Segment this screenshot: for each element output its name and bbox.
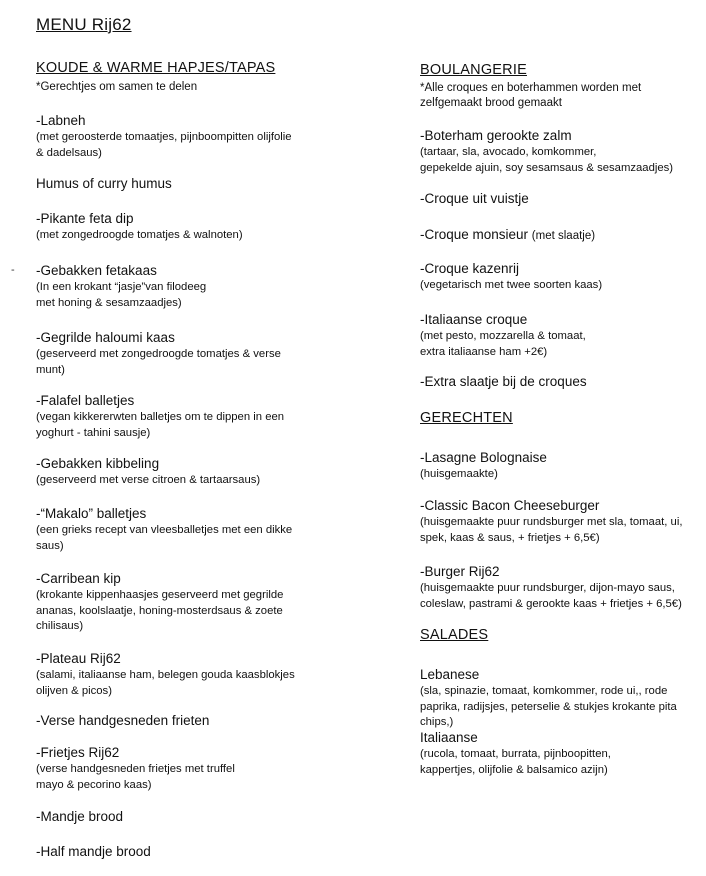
item-name: -Gebakken kibbeling [36, 456, 160, 471]
menu-item [36, 843, 151, 860]
item-name: -Croque kazenrij [420, 261, 520, 276]
menu-item [36, 744, 235, 793]
menu-item [420, 563, 682, 612]
menu-item [420, 127, 673, 176]
item-name: Lebanese [420, 667, 480, 682]
item-name: -Labneh [36, 113, 86, 128]
item-description: (In een krokant “jasje”van filodeeg met honing & sesamzaadjes) [36, 281, 207, 309]
menu-item [420, 729, 611, 778]
item-name: -Croque uit vuistje [420, 191, 529, 206]
item-description: (rucola, tomaat, burrata, pijnboopitten, kappertjes, olijfolie & balsamico azijn) [420, 748, 611, 776]
menu-item [36, 210, 243, 244]
item-name-text: -Croque monsieur [420, 227, 532, 242]
item-description: (geserveerd met zongedroogde tomatjes & verse munt) [36, 348, 281, 376]
item-description: (tartaar, sla, avocado, komkommer, gepekelde ajuin, soy sesamsaus & sesamzaadjes) [420, 146, 674, 174]
section-heading-salades: SALADES [420, 627, 489, 643]
item-name: -Boterham gerookte zalm [420, 128, 572, 143]
menu-item [36, 570, 283, 635]
menu-item [36, 392, 284, 441]
menu-item [36, 712, 209, 729]
item-description: (huisgemaakte puur rundsburger met sla, tomaat, ui, spek, kaas & saus, + frietjes + 6,5€) [420, 516, 683, 544]
menu-item [420, 226, 595, 245]
menu-item [420, 666, 677, 731]
section-heading-boulangerie: BOULANGERIE [420, 62, 527, 78]
item-name: -Classic Bacon Cheeseburger [420, 498, 600, 513]
item-name: -Carribean kip [36, 571, 121, 586]
item-description: (sla, spinazie, tomaat, komkommer, rode ui,, rode paprika, radijsjes, peterselie & stukjes krokante pita chips,) [420, 685, 677, 728]
menu-item [36, 262, 206, 311]
item-name: -Pikante feta dip [36, 211, 134, 226]
section-note-boulangerie: *Alle croques en boterhammen worden met zelfgemaakt brood gemaakt [420, 82, 642, 109]
menu-item [36, 455, 260, 489]
item-name: -“Makalo” balletjes [36, 506, 147, 521]
item-description: (geserveerd met verse citroen & tartaarsaus) [36, 474, 261, 486]
item-description: (verse handgesneden frietjes met truffel mayo & pecorino kaas) [36, 763, 235, 791]
section-heading-gerechten: GERECHTEN [420, 410, 513, 426]
item-description: (krokante kippenhaasjes geserveerd met gegrilde ananas, koolslaatje, honing-mosterdsaus & zoete chilisaus) [36, 589, 284, 632]
item-description: (met pesto, mozzarella & tomaat, extra italiaanse ham +2€) [420, 330, 586, 358]
item-name: -Extra slaatje bij de croques [420, 374, 587, 389]
item-description: (salami, italiaanse ham, belegen gouda kaasblokjes olijven & picos) [36, 669, 295, 697]
item-description: (een grieks recept van vleesballetjes met een dikke saus) [36, 524, 293, 552]
item-description: (vegan kikkererwten balletjes om te dippen in een yoghurt - tahini sausje) [36, 411, 285, 439]
item-name: -Mandje brood [36, 809, 124, 824]
menu-item [420, 260, 602, 294]
menu-item [420, 497, 682, 546]
menu-item [36, 112, 292, 161]
menu-item [420, 311, 586, 360]
item-name: -Lasagne Bolognaise [420, 450, 547, 465]
menu-item [36, 505, 292, 554]
section-note-tapas: *Gerechtjes om samen te delen [36, 81, 198, 93]
item-inline-note: (met slaatje) [531, 230, 596, 242]
item-name: -Plateau Rij62 [36, 651, 121, 666]
menu-item [420, 449, 547, 483]
menu-title: MENU Rij62 [36, 15, 132, 34]
item-name [420, 226, 595, 245]
menu-item [36, 329, 281, 378]
item-name: Italiaanse [420, 730, 478, 745]
item-name: -Gegrilde haloumi kaas [36, 330, 175, 345]
item-description: (vegetarisch met twee soorten kaas) [420, 279, 603, 291]
item-name: -Frietjes Rij62 [36, 745, 120, 760]
item-description: (huisgemaakte puur rundsburger, dijon-mayo saus, coleslaw, pastrami & gerookte kaas + frietjes + 6,5€) [420, 582, 682, 610]
item-name: -Verse handgesneden frieten [36, 713, 210, 728]
item-description: (met zongedroogde tomatjes & walnoten) [36, 229, 243, 241]
item-name: -Half mandje brood [36, 844, 151, 859]
menu-item [420, 373, 587, 390]
menu-item [420, 190, 529, 207]
item-name: -Burger Rij62 [420, 564, 500, 579]
item-description: (met geroosterde tomaatjes, pijnboompitten olijfolie & dadelsaus) [36, 131, 292, 159]
item-description: (huisgemaakte) [420, 468, 498, 480]
margin-mark: - [11, 264, 15, 276]
menu-item [36, 808, 123, 825]
item-name: -Falafel balletjes [36, 393, 135, 408]
item-name: Humus of curry humus [36, 176, 172, 191]
section-heading-tapas: KOUDE & WARME HAPJES/TAPAS [36, 60, 276, 76]
menu-item [36, 650, 295, 699]
item-name: -Gebakken fetakaas [36, 263, 157, 278]
item-name: -Italiaanse croque [420, 312, 528, 327]
menu-item [36, 175, 172, 192]
